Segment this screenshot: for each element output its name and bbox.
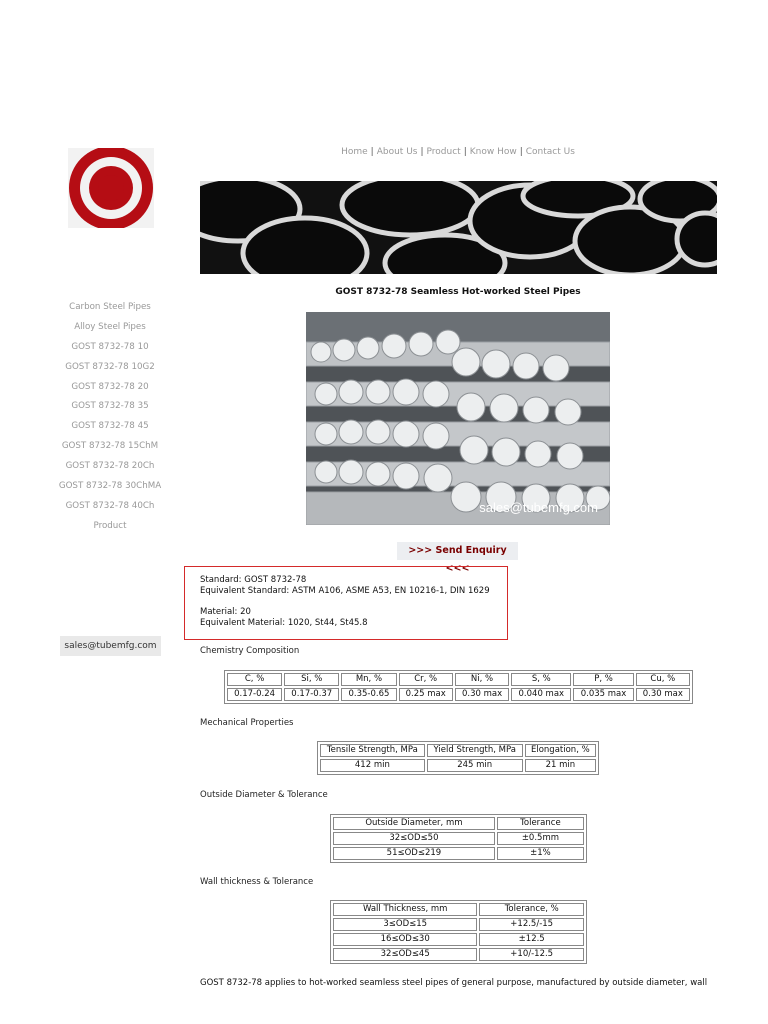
table-cell: +10/-12.5 [479, 948, 584, 961]
nav-contact-us[interactable]: Contact Us [525, 147, 575, 157]
table-header-cell: Tolerance, % [479, 903, 584, 916]
table-header-cell: Tolerance [497, 817, 584, 830]
table-header-cell: Tensile Strength, MPa [320, 744, 425, 757]
nav-separator: | [519, 147, 523, 157]
top-navigation [200, 147, 716, 157]
table-cell: ±1% [497, 847, 584, 860]
table-row [333, 948, 584, 961]
table-row [333, 933, 584, 946]
sidebar-item-gost-15chm[interactable]: GOST 8732-78 15ChM [61, 441, 159, 452]
table-cell: 32≤OD≤50 [333, 832, 495, 845]
spec-standard: Standard: GOST 8732-78 [200, 575, 307, 585]
table-cell: 16≤OD≤30 [333, 933, 477, 946]
table-cell: 0.040 max [511, 688, 571, 701]
table-header-row [227, 673, 690, 686]
spec-equivalent-material: Equivalent Material: 1020, St44, St45.8 [200, 618, 368, 628]
table-header-cell: Ni, % [455, 673, 509, 686]
nav-separator: | [370, 147, 374, 157]
page-title: GOST 8732-78 Seamless Hot-worked Steel Pipes [335, 287, 581, 297]
table-cell: 412 min [320, 759, 425, 772]
chemistry-heading: Chemistry Composition [200, 646, 300, 656]
send-enquiry-button[interactable]: >>> Send Enquiry <<< [397, 542, 518, 560]
wall-thickness-heading: Wall thickness & Tolerance [200, 877, 314, 887]
outside-diameter-heading: Outside Diameter & Tolerance [200, 790, 328, 800]
banner-image [200, 181, 717, 274]
mechanical-table [317, 741, 599, 775]
table-header-cell: Si, % [284, 673, 339, 686]
nav-separator: | [420, 147, 424, 157]
mechanical-heading: Mechanical Properties [200, 718, 294, 728]
table-header-cell: C, % [227, 673, 282, 686]
sidebar-item-gost-40ch[interactable]: GOST 8732-78 40Ch [65, 500, 155, 511]
table-cell: 21 min [525, 759, 596, 772]
sidebar-item-gost-20ch[interactable]: GOST 8732-78 20Ch [65, 461, 155, 472]
outside-diameter-table [330, 814, 587, 863]
table-cell: 0.30 max [636, 688, 690, 701]
table-cell: 0.035 max [573, 688, 633, 701]
site-logo[interactable] [68, 148, 154, 228]
table-cell: 245 min [427, 759, 523, 772]
table-cell: 0.17-0.24 [227, 688, 282, 701]
table-cell: ±0.5mm [497, 832, 584, 845]
table-header-cell: Outside Diameter, mm [333, 817, 495, 830]
sidebar-item-product[interactable]: Product [93, 520, 127, 531]
photo-caption: sales@tubemfg.com [479, 500, 598, 515]
wall-thickness-table [330, 900, 587, 964]
table-cell: 0.25 max [399, 688, 453, 701]
table-cell: 0.35-0.65 [341, 688, 396, 701]
description-paragraph: GOST 8732-78 applies to hot-worked seamless steel pipes of general purpose, manufactured by outside diameter, wall [200, 978, 708, 988]
sidebar-item-gost-45[interactable]: GOST 8732-78 45 [71, 421, 149, 432]
sidebar-item-gost-10[interactable]: GOST 8732-78 10 [71, 341, 149, 352]
table-header-cell: Cr, % [399, 673, 453, 686]
sidebar-item-gost-10g2[interactable]: GOST 8732-78 10G2 [65, 361, 155, 372]
product-photo [306, 312, 610, 525]
nav-about-us[interactable]: About Us [376, 147, 418, 157]
table-cell: 51≤OD≤219 [333, 847, 495, 860]
sidebar-item-gost-35[interactable]: GOST 8732-78 35 [71, 401, 149, 412]
table-header-cell: Cu, % [636, 673, 690, 686]
nav-separator: | [463, 147, 467, 157]
table-row [333, 918, 584, 931]
table-header-row [333, 817, 584, 830]
table-cell: +12.5/-15 [479, 918, 584, 931]
sidebar-item-gost-20[interactable]: GOST 8732-78 20 [71, 381, 149, 392]
table-cell: ±12.5 [479, 933, 584, 946]
table-row [227, 688, 690, 701]
sidebar-item-gost-30chma[interactable]: GOST 8732-78 30ChMA [58, 481, 162, 492]
table-header-cell: P, % [573, 673, 633, 686]
nav-home[interactable]: Home [341, 147, 368, 157]
table-row [333, 847, 584, 860]
table-header-cell: Mn, % [341, 673, 396, 686]
table-header-cell: Yield Strength, MPa [427, 744, 523, 757]
table-header-cell: Elongation, % [525, 744, 596, 757]
chemistry-table [224, 670, 693, 704]
spec-material: Material: 20 [200, 607, 251, 617]
table-cell: 0.30 max [455, 688, 509, 701]
target-logo-icon [68, 148, 154, 228]
table-cell: 32≤OD≤45 [333, 948, 477, 961]
table-row [320, 759, 596, 772]
sidebar-item-alloy-steel-pipes[interactable]: Alloy Steel Pipes [74, 321, 146, 332]
sidebar-menu [55, 298, 165, 537]
table-header-cell: S, % [511, 673, 571, 686]
sidebar-email-link[interactable]: sales@tubemfg.com [60, 636, 161, 656]
table-header-row [320, 744, 596, 757]
sidebar-item-carbon-steel-pipes[interactable]: Carbon Steel Pipes [69, 302, 151, 312]
specification-box [184, 566, 508, 640]
table-cell: 3≤OD≤15 [333, 918, 477, 931]
spec-equivalent-standard: Equivalent Standard: ASTM A106, ASME A53, EN 10216-1, DIN 1629 [200, 586, 490, 596]
table-cell: 0.17-0.37 [284, 688, 339, 701]
table-header-cell: Wall Thickness, mm [333, 903, 477, 916]
nav-product[interactable]: Product [426, 147, 461, 157]
nav-know-how[interactable]: Know How [469, 147, 517, 157]
table-header-row [333, 903, 584, 916]
table-row [333, 832, 584, 845]
